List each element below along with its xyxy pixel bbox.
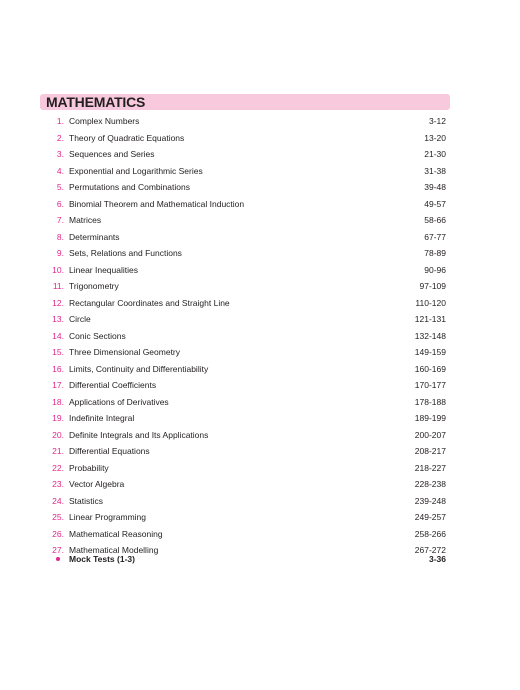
toc-row[interactable] — [40, 443, 448, 460]
toc-page-range: 208-217 — [414, 446, 446, 456]
toc-row[interactable] — [40, 427, 448, 444]
toc-page-range: 13-20 — [424, 132, 446, 143]
toc-chapter-number: 12. — [52, 297, 64, 308]
toc-page-range: 121-131 — [414, 314, 446, 324]
toc-chapter-number: 9. — [56, 248, 64, 258]
toc-chapter-title: Statistics — [69, 495, 104, 506]
toc-chapter-title: Sets, Relations and Functions — [69, 248, 182, 258]
section-header-band — [40, 94, 450, 110]
toc-row[interactable] — [40, 212, 448, 229]
toc-chapter-title: Limits, Continuity and Differentiability — [69, 363, 209, 374]
toc-page-range: 267-272 — [414, 545, 446, 555]
toc-chapter-number: 20. — [52, 429, 64, 440]
toc-row[interactable] — [40, 361, 448, 378]
toc-page-range: 58-66 — [424, 215, 446, 225]
toc-chapter-title: Complex Numbers — [69, 116, 140, 126]
toc-chapter-title: Conic Sections — [69, 330, 126, 341]
toc-row[interactable] — [40, 295, 448, 312]
toc-page-range: 200-207 — [414, 429, 446, 440]
toc-row[interactable] — [40, 509, 448, 526]
toc-chapter-title: Probability — [69, 462, 109, 473]
toc-row[interactable] — [40, 146, 448, 163]
toc-chapter-title: Trigonometry — [69, 281, 119, 291]
toc-page-range: 249-257 — [414, 512, 446, 522]
toc-page-range: 189-199 — [414, 413, 446, 423]
toc-chapter-number: 4. — [56, 165, 64, 176]
mock-tests-row[interactable] — [40, 552, 448, 566]
toc-chapter-number: 8. — [56, 231, 64, 242]
toc-page-range: 78-89 — [424, 248, 446, 258]
toc-chapter-title: Exponential and Logarithmic Series — [69, 165, 203, 176]
toc-page-range: 218-227 — [414, 462, 446, 473]
toc-chapter-number: 6. — [56, 198, 64, 209]
toc-row[interactable] — [40, 493, 448, 510]
toc-page-range: 228-238 — [414, 479, 446, 489]
toc-row[interactable] — [40, 377, 448, 394]
toc-chapter-number: 15. — [52, 347, 64, 357]
toc-row[interactable] — [40, 245, 448, 262]
toc-chapter-number: 19. — [52, 413, 64, 423]
toc-chapter-title: Linear Inequalities — [69, 264, 138, 275]
toc-page-range: 258-266 — [414, 528, 446, 539]
toc-chapter-title: Determinants — [69, 231, 120, 242]
toc-page-range: 160-169 — [414, 363, 446, 374]
toc-chapter-number: 22. — [52, 462, 64, 473]
toc-chapter-number: 16. — [52, 363, 64, 374]
toc-page-range: 97-109 — [419, 281, 446, 291]
toc-chapter-number: 21. — [52, 446, 64, 456]
toc-chapter-title: Rectangular Coordinates and Straight Line — [69, 297, 230, 308]
toc-row[interactable] — [40, 262, 448, 279]
toc-row[interactable] — [40, 311, 448, 328]
toc-chapter-number: 14. — [52, 330, 64, 341]
toc-chapter-number: 7. — [56, 215, 64, 225]
toc-row[interactable] — [40, 394, 448, 411]
section-title: MATHEMATICS — [46, 94, 146, 110]
toc-chapter-number: 17. — [52, 380, 64, 390]
toc-row[interactable] — [40, 476, 448, 493]
toc-row[interactable] — [40, 229, 448, 246]
toc-chapter-title: Differential Coefficients — [69, 380, 157, 390]
toc-row[interactable] — [40, 196, 448, 213]
toc-chapter-title: Definite Integrals and Its Applications — [69, 429, 209, 440]
toc-chapter-title: Matrices — [69, 215, 102, 225]
toc-row[interactable] — [40, 344, 448, 361]
toc-chapter-title: Differential Equations — [69, 446, 150, 456]
toc-page-range: 39-48 — [424, 182, 446, 192]
toc-chapter-title: Circle — [69, 314, 91, 324]
toc-chapter-number: 27. — [52, 545, 64, 555]
toc-row[interactable] — [40, 179, 448, 196]
toc-chapter-number: 18. — [52, 396, 64, 407]
toc-chapter-number: 2. — [56, 132, 64, 143]
toc-chapter-number: 1. — [56, 116, 64, 126]
toc-chapter-number: 24. — [52, 495, 64, 506]
toc-chapter-number: 25. — [52, 512, 64, 522]
toc-page-range: 149-159 — [414, 347, 446, 357]
toc-row[interactable] — [40, 130, 448, 147]
toc-page-range: 90-96 — [424, 264, 446, 275]
toc-page-range: 49-57 — [424, 198, 446, 209]
toc-page-range: 132-148 — [414, 330, 446, 341]
toc-chapter-title: Mathematical Reasoning — [69, 528, 163, 539]
toc-chapter-number: 5. — [56, 182, 64, 192]
toc-page-range: 239-248 — [414, 495, 446, 506]
toc-chapter-number: 13. — [52, 314, 64, 324]
toc-chapter-number: 26. — [52, 528, 64, 539]
toc-page-range: 31-38 — [424, 165, 446, 176]
toc-chapter-title: Mathematical Modelling — [69, 545, 159, 555]
table-of-contents — [40, 113, 448, 559]
toc-chapter-title: Linear Programming — [69, 512, 147, 522]
toc-chapter-title: Applications of Derivatives — [69, 396, 169, 407]
toc-page-range: 110-120 — [415, 297, 446, 308]
toc-chapter-title: Vector Algebra — [69, 479, 125, 489]
toc-chapter-title: Indefinite Integral — [69, 413, 135, 423]
toc-row[interactable] — [40, 163, 448, 180]
toc-page-range: 67-77 — [424, 231, 446, 242]
mock-tests-title: Mock Tests (1-3) — [69, 554, 135, 564]
toc-chapter-number: 11. — [52, 281, 64, 291]
toc-chapter-title: Three Dimensional Geometry — [69, 347, 181, 357]
toc-row[interactable] — [40, 113, 448, 130]
toc-page-range: 170-177 — [414, 380, 446, 390]
toc-page-range: 21-30 — [424, 149, 446, 159]
toc-chapter-number: 3. — [56, 149, 64, 159]
toc-page-range: 178-188 — [414, 396, 446, 407]
toc-row[interactable] — [40, 278, 448, 295]
bullet-icon — [56, 557, 60, 561]
toc-row[interactable] — [40, 526, 448, 543]
toc-chapter-number: 23. — [52, 479, 64, 489]
toc-chapter-title: Binomial Theorem and Mathematical Induction — [69, 198, 245, 209]
toc-row[interactable] — [40, 328, 448, 345]
toc-chapter-number: 10. — [52, 264, 64, 275]
toc-chapter-title: Permutations and Combinations — [69, 182, 190, 192]
toc-chapter-title: Theory of Quadratic Equations — [69, 132, 185, 143]
toc-row[interactable] — [40, 460, 448, 477]
mock-tests-pages: 3-36 — [428, 554, 446, 564]
toc-page-range: 3-12 — [428, 116, 446, 126]
toc-row[interactable] — [40, 410, 448, 427]
toc-chapter-title: Sequences and Series — [69, 149, 155, 159]
